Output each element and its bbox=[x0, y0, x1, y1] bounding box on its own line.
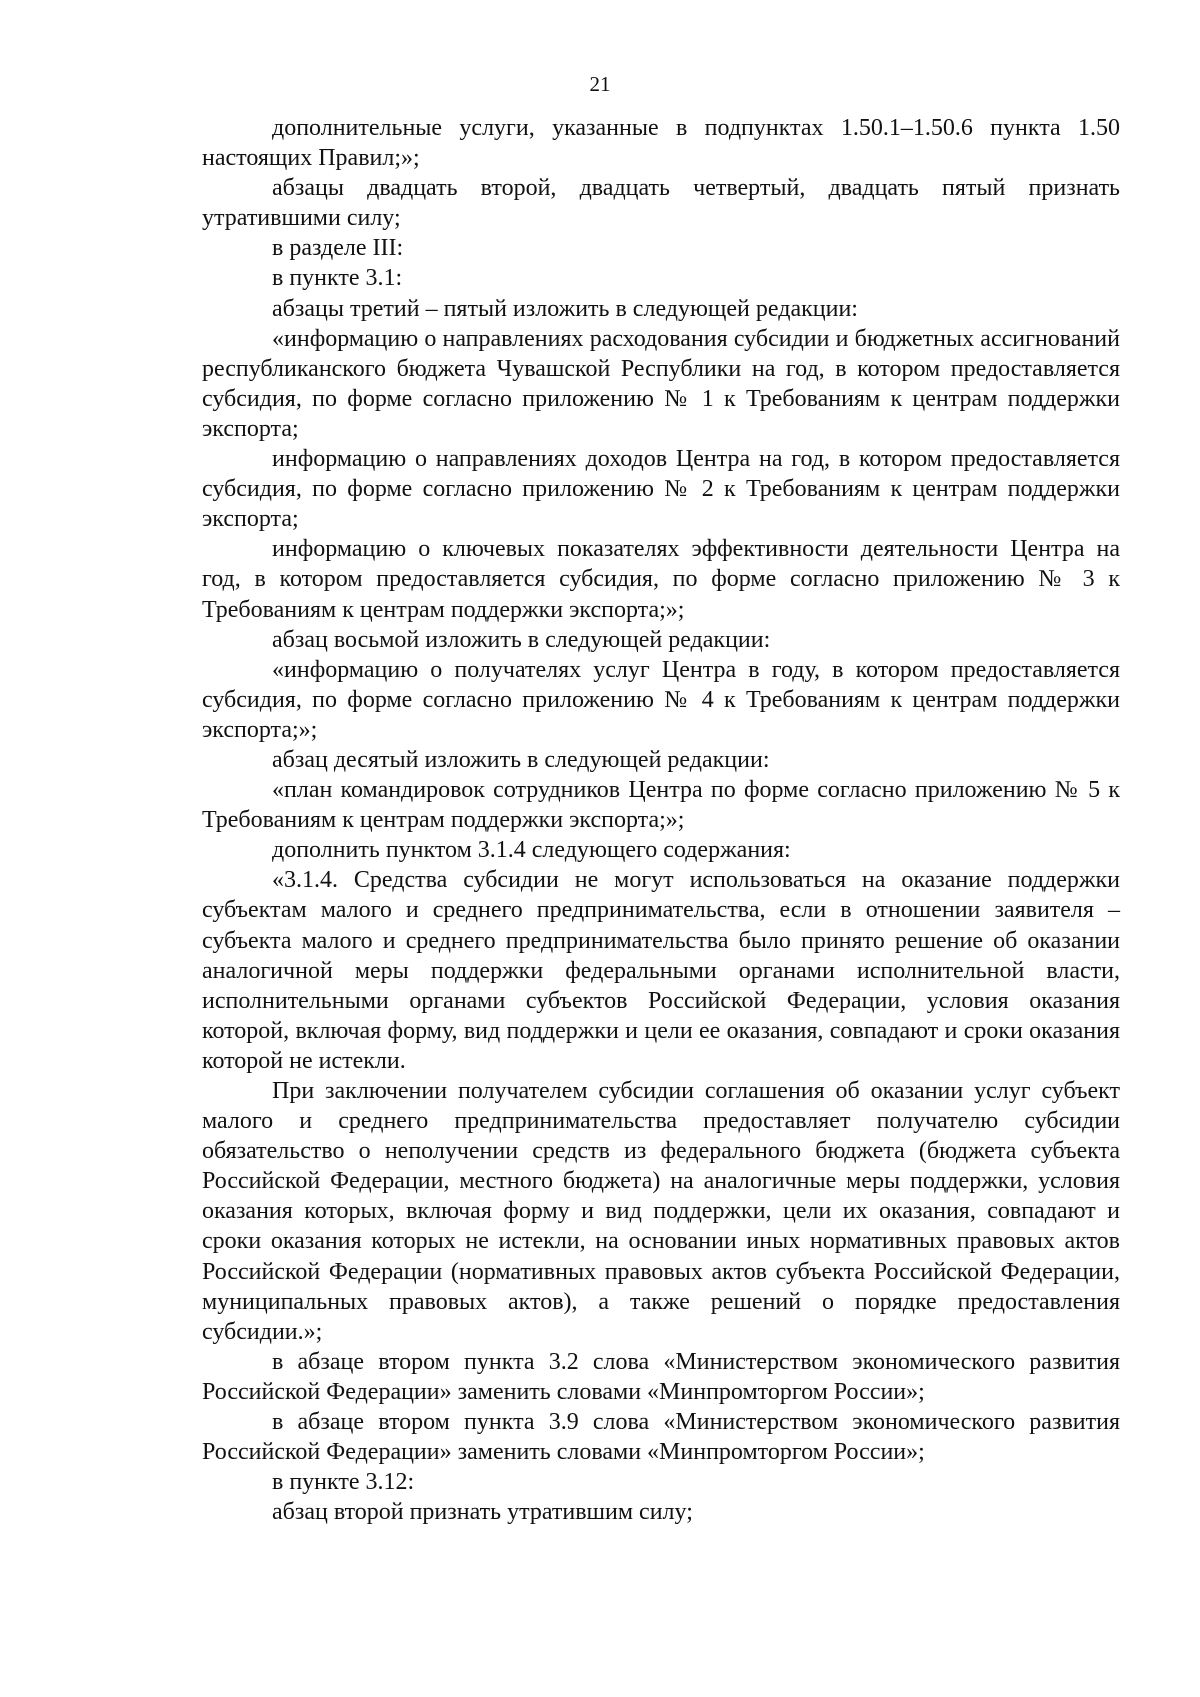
paragraph: абзац десятый изложить в следующей редакции: bbox=[272, 746, 770, 773]
paragraph: При заключении получателем субсидии соглашения об оказании услуг субъект малого и среднего предпринимательства предоставляет получателю субсидии обязательство о неполучении средств из федерального бюджета (бюджета субъекта Российской Федерации, местного бюджета) на аналогичные меры поддержки, условия оказания которых, включая форму и вид поддержки, цели их оказания, совпадают и сроки оказания которых не истекли, на основании иных нормативных правовых актов Российской Федерации (нормативных правовых актов субъекта Российской Федерации, муниципальных правовых актов), а также решений о порядке предоставления субсидии.»; bbox=[202, 1078, 1120, 1345]
paragraph: абзац восьмой изложить в следующей редакции: bbox=[272, 626, 771, 653]
paragraph: абзацы двадцать второй, двадцать четвертый, двадцать пятый признать утратившими силу; bbox=[202, 175, 1120, 232]
document-body bbox=[202, 113, 1120, 1527]
paragraph: абзац второй признать утратившим силу; bbox=[272, 1499, 693, 1526]
paragraph: информацию о ключевых показателях эффективности деятельности Центра на год, в котором предоставляется субсидия, по форме согласно приложению № 3 к Требованиям к центрам поддержки экспорта;»; bbox=[202, 536, 1120, 623]
paragraph: «3.1.4. Средства субсидии не могут использоваться на оказание поддержки субъектам малого и среднего предпринимательства, если в отношении заявителя – субъекта малого и среднего предпринимательства было принято решение об оказании аналогичной меры поддержки федеральными органами исполнительной власти, исполнительными органами субъектов Российской Федерации, условия оказания которой, включая форму, вид поддержки и цели ее оказания, совпадают и сроки оказания которой не истекли. bbox=[202, 867, 1120, 1074]
paragraph: в разделе III: bbox=[272, 235, 404, 262]
paragraph: в пункте 3.12: bbox=[272, 1469, 415, 1496]
paragraph: «информацию о направлениях расходования субсидии и бюджетных ассигнований республиканского бюджета Чувашской Республики на год, в котором предоставляется субсидия, по форме согласно приложению № 1 к Требованиям к центрам поддержки экспорта; bbox=[202, 325, 1120, 442]
paragraph: в абзаце втором пункта 3.2 слова «Министерством экономического развития Российской Федерации» заменить словами «Минпромторгом России»; bbox=[202, 1348, 1120, 1405]
page-number: 21 bbox=[589, 72, 611, 96]
paragraph: в пункте 3.1: bbox=[272, 265, 403, 292]
paragraph: информацию о направлениях доходов Центра на год, в котором предоставляется субсидия, по форме согласно приложению № 2 к Требованиям к центрам поддержки экспорта; bbox=[202, 446, 1120, 533]
paragraph: дополнить пунктом 3.1.4 следующего содержания: bbox=[272, 837, 791, 864]
paragraph: в абзаце втором пункта 3.9 слова «Министерством экономического развития Российской Федерации» заменить словами «Минпромторгом России»; bbox=[202, 1409, 1120, 1466]
paragraph: абзацы третий – пятый изложить в следующей редакции: bbox=[272, 295, 858, 322]
paragraph: дополнительные услуги, указанные в подпунктах 1.50.1–1.50.6 пункта 1.50 настоящих Правил;»; bbox=[202, 115, 1120, 172]
paragraph: «информацию о получателях услуг Центра в году, в котором предоставляется субсидия, по форме согласно приложению № 4 к Требованиям к центрам поддержки экспорта;»; bbox=[202, 656, 1120, 743]
paragraph: «план командировок сотрудников Центра по форме согласно приложению № 5 к Требованиям к центрам поддержки экспорта;»; bbox=[202, 777, 1120, 834]
